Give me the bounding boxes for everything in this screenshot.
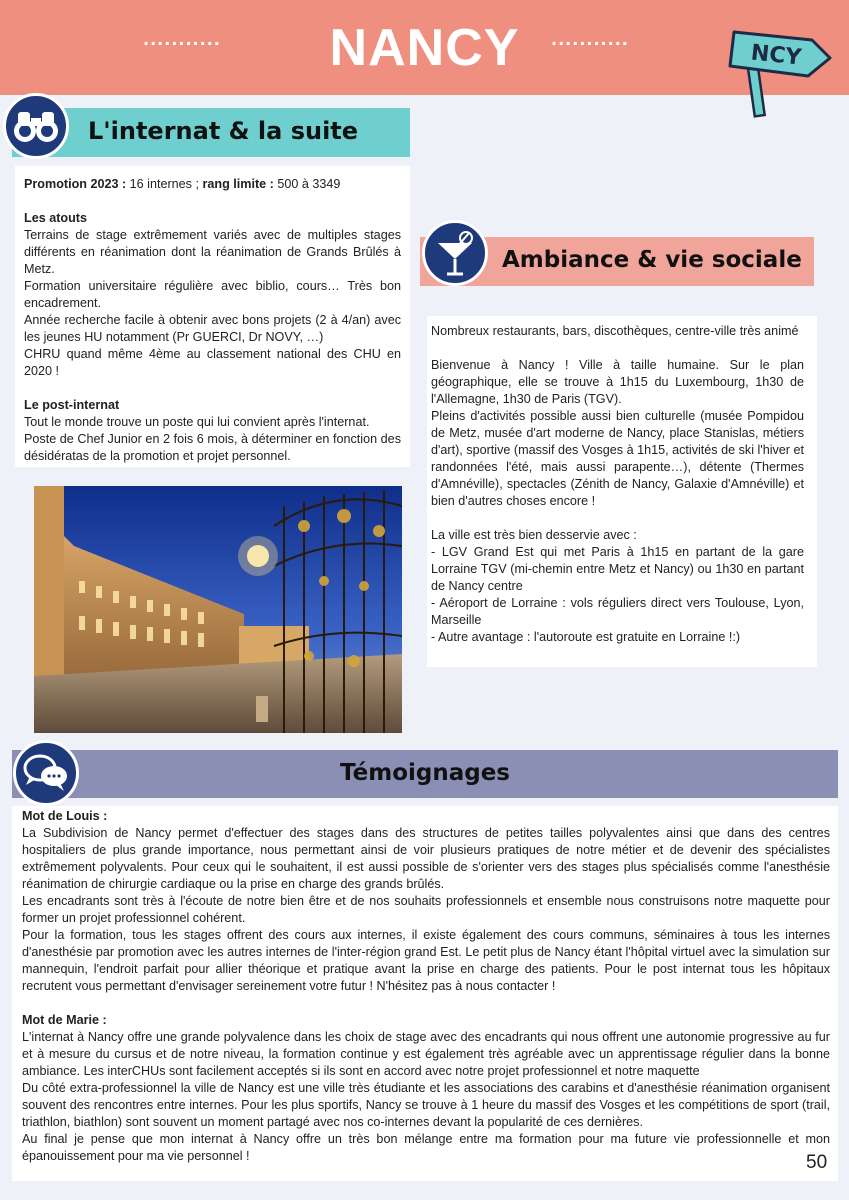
- ambiance-paragraph: Pleins d'activités possible aussi bien culturelle (musée Pompidou de Metz, musée d'art moderne de Nancy, place Stanislas, métiers d'art), sportive (massif des Vosges à 1h15, activités de ski l'hiver et randonnées l'été, mais aussi parapente…), détente (Thermes d'Amnéville), spectacles (Zénith de Nancy, Galaxie d'Amnéville) et bien d'autres choses encore !: [431, 409, 804, 508]
- temoignages-card: [12, 806, 838, 1181]
- marie-paragraph: Au final je pense que mon internat à Nancy offre un très bon mélange entre ma formation pour ma future vie professionnelle et mon épanouissement pour ma vie personnel !: [22, 1132, 830, 1163]
- ambiance-title: Ambiance & vie sociale: [502, 247, 802, 273]
- rang-label: rang limite :: [202, 177, 274, 191]
- ambiance-intro: Nombreux restaurants, bars, discothèques, centre-ville très animé: [431, 324, 799, 338]
- header-dots-left: ...........: [143, 30, 221, 49]
- transport-item: - Aéroport de Lorraine : vols réguliers direct vers Toulouse, Lyon, Marseille: [431, 596, 804, 627]
- ambiance-paragraph: Bienvenue à Nancy ! Ville à taille humaine. Sur le plan géographique, elle se trouve à 1h15 du Luxembourg, 1h30 de l'Allemagne, 1h30 de Paris (TGV).: [431, 358, 804, 406]
- marie-paragraph: Du côté extra-professionnel la ville de Nancy est une ville très étudiante et les associations des carabins et d'anesthésie réanimation organisent souvent des rencontres entre internes. Pour les plus sportifs, Nancy se trouve à 1 heure du massif des Vosges et les compétitions de sport (trail, triathlon, biathlon) sont souvent un moment partagé avec nos co-internes devant la popularité de ces dernières.: [22, 1081, 830, 1129]
- louis-heading: Mot de Louis :: [22, 809, 108, 823]
- promo-label: Promotion 2023 :: [24, 177, 127, 191]
- binoculars-icon: [3, 93, 69, 159]
- signpost-icon: [728, 18, 838, 118]
- page-number: 50: [806, 1152, 828, 1173]
- post-internat-item: Poste de Chef Junior en 2 fois 6 mois, à déterminer en fonction des désidératas de la promotion et projet personnel.: [24, 432, 401, 463]
- internat-title: L'internat & la suite: [88, 117, 359, 145]
- page-title: NANCY: [329, 19, 520, 77]
- temoignages-title: Témoignages: [340, 760, 510, 786]
- louis-paragraph: Pour la formation, tous les stages offrent des cours aux internes, il existe également des cours communs, séminaires à tous les internes d'anesthésie par promotion avec les autres internes de l'inter-région grand Est. Le petit plus de Nancy étant l'hôpital virtuel avec la simulation sur mannequin, l'endroit parfait pour allier théorique et pratique avant la prise en charge des patients. Pour le post internat tous les hôpitaux recrutent vous permettant d'envisager sereinement votre futur ! N'hésitez pas à nous contacter !: [22, 928, 830, 993]
- marie-heading: Mot de Marie :: [22, 1013, 107, 1027]
- atouts-item: Terrains de stage extrêmement variés avec de multiples stages différents en réanimation dont la réanimation de Grands Brûlés à Metz.: [24, 228, 401, 276]
- promo-value: 16 internes ;: [126, 177, 203, 191]
- louis-paragraph: Les encadrants sont très à l'écoute de notre bien être et de nos souhaits professionnels et ensemble nous construisons notre maquette pour former un projet professionnel cohérent.: [22, 894, 830, 925]
- temoignages-section-bar: [12, 750, 838, 798]
- place-stanislas-photo: [34, 486, 402, 733]
- atouts-item: Formation universitaire régulière avec biblio, cours… Très bon encadrement.: [24, 279, 401, 310]
- transport-item: - LGV Grand Est qui met Paris à 1h15 en partant de la gare Lorraine TGV (mi-chemin entre Metz et Nancy) ou 1h30 en partant de Nancy centre: [431, 545, 804, 593]
- marie-paragraph: L'internat à Nancy offre une grande polyvalence dans les choix de stage avec des encadrants qui nous offrent une autonomie progressive au fur et à mesure du cursus et de notre niveau, la formation continue y est également très agréable avec un apprentissage régulier dans la bonne ambiance. Les interCHUs sont facilement acceptés si ils sont en accord avec notre projet professionnel et notre maquette: [22, 1030, 830, 1078]
- atouts-item: CHRU quand même 4ème au classement national des CHU en 2020 !: [24, 347, 401, 378]
- chat-bubbles-icon: [13, 740, 79, 806]
- louis-paragraph: La Subdivision de Nancy permet d'effectuer des stages dans des structures de petites tailles polyvalentes ainsi que dans des centres hospitaliers de plus grande importance, nous permettant ainsi de voir plusieurs pratiques de notre métier et de devenir des spécialistes extrêmement polyvalents. Pour ceux qui le souhaitent, il est aussi possible de s'orienter vers des stages plus spécialisés comme l'anesthésie réanimation de chirurgie cardiaque ou la prise en charge des grands brûlés.: [22, 826, 830, 891]
- post-internat-item: Tout le monde trouve un poste qui lui convient après l'internat.: [24, 415, 370, 429]
- internat-section-bar: [12, 108, 410, 157]
- cocktail-icon: [422, 220, 488, 286]
- internat-card: [15, 166, 410, 467]
- page-header: [0, 0, 849, 95]
- promotion-line: [24, 176, 401, 193]
- rang-value: 500 à 3349: [273, 177, 341, 191]
- atouts-item: Année recherche facile à obtenir avec bons projets (2 à 4/an) avec les jeunes HU notamment (Pr GUERCI, Dr NOVY, …): [24, 313, 401, 344]
- ambiance-card: [427, 316, 817, 667]
- header-dots-right: ...........: [551, 30, 629, 49]
- sign-label: NCY: [749, 40, 803, 71]
- post-internat-heading: Le post-internat: [24, 398, 120, 412]
- transport-heading: La ville est très bien desservie avec :: [431, 528, 637, 542]
- atouts-heading: Les atouts: [24, 211, 87, 225]
- transport-item: - Autre avantage : l'autoroute est gratuite en Lorraine !:): [431, 630, 741, 644]
